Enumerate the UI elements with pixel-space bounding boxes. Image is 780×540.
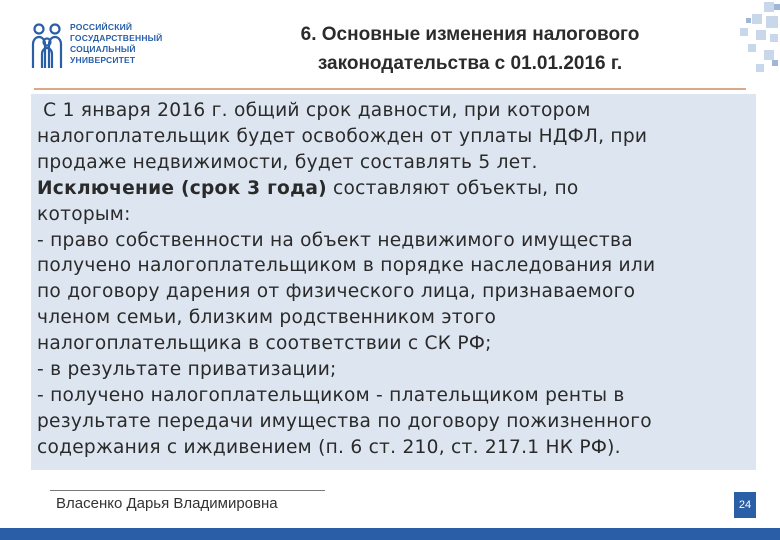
logo-line: СОЦИАЛЬНЫЙ bbox=[70, 44, 136, 54]
content-line: получено налогоплательщиком в порядке наследования или bbox=[37, 255, 656, 277]
content-box bbox=[31, 94, 756, 470]
content-line: - право собственности на объект недвижимого имущества bbox=[37, 229, 633, 251]
author-name: Власенко Дарья Владимировна bbox=[56, 495, 278, 512]
page-number: 24 bbox=[734, 492, 756, 518]
content-line: которым: bbox=[37, 203, 131, 225]
content-line: - получено налогоплательщиком - плательщиком ренты в bbox=[37, 384, 625, 406]
content-line: результате передачи имущества по договору пожизненного bbox=[37, 410, 652, 432]
people-logo-icon bbox=[30, 22, 66, 70]
university-name bbox=[70, 22, 163, 66]
logo-line: УНИВЕРСИТЕТ bbox=[70, 55, 136, 65]
title-divider bbox=[34, 88, 746, 90]
university-logo bbox=[30, 22, 180, 72]
content-line: содержания с иждивением (п. 6 ст. 210, ст. 217.1 НК РФ). bbox=[37, 436, 621, 458]
slide-title bbox=[225, 20, 715, 78]
content-line: членом семьи, близким родственником этого bbox=[37, 307, 497, 329]
logo-line: ГОСУДАРСТВЕННЫЙ bbox=[70, 33, 163, 43]
content-line: - в результате приватизации; bbox=[37, 359, 337, 381]
bottom-bar bbox=[0, 528, 780, 540]
content-line: продаже недвижимости, будет составлять 5 лет. bbox=[37, 151, 538, 173]
content-line: по договору дарения от физического лица, признаваемого bbox=[37, 281, 636, 303]
title-line-1: 6. Основные изменения налогового bbox=[300, 24, 640, 45]
logo-line: РОССИЙСКИЙ bbox=[70, 22, 133, 32]
exception-emphasis: Исключение (срок 3 года) bbox=[37, 177, 327, 199]
title-line-2: законодательства с 01.01.2016 г. bbox=[317, 53, 623, 74]
content-line: налогоплательщик будет освобожден от уплаты НДФЛ, при bbox=[37, 125, 648, 147]
content-line: Исключение (срок 3 года) составляют объекты, по bbox=[37, 177, 579, 199]
decorative-squares bbox=[720, 0, 780, 90]
footer-divider bbox=[50, 490, 325, 491]
content-line: С 1 января 2016 г. общий срок давности, при котором bbox=[43, 100, 591, 121]
content-line: налогоплательщика в соответствии с СК РФ; bbox=[37, 333, 492, 355]
